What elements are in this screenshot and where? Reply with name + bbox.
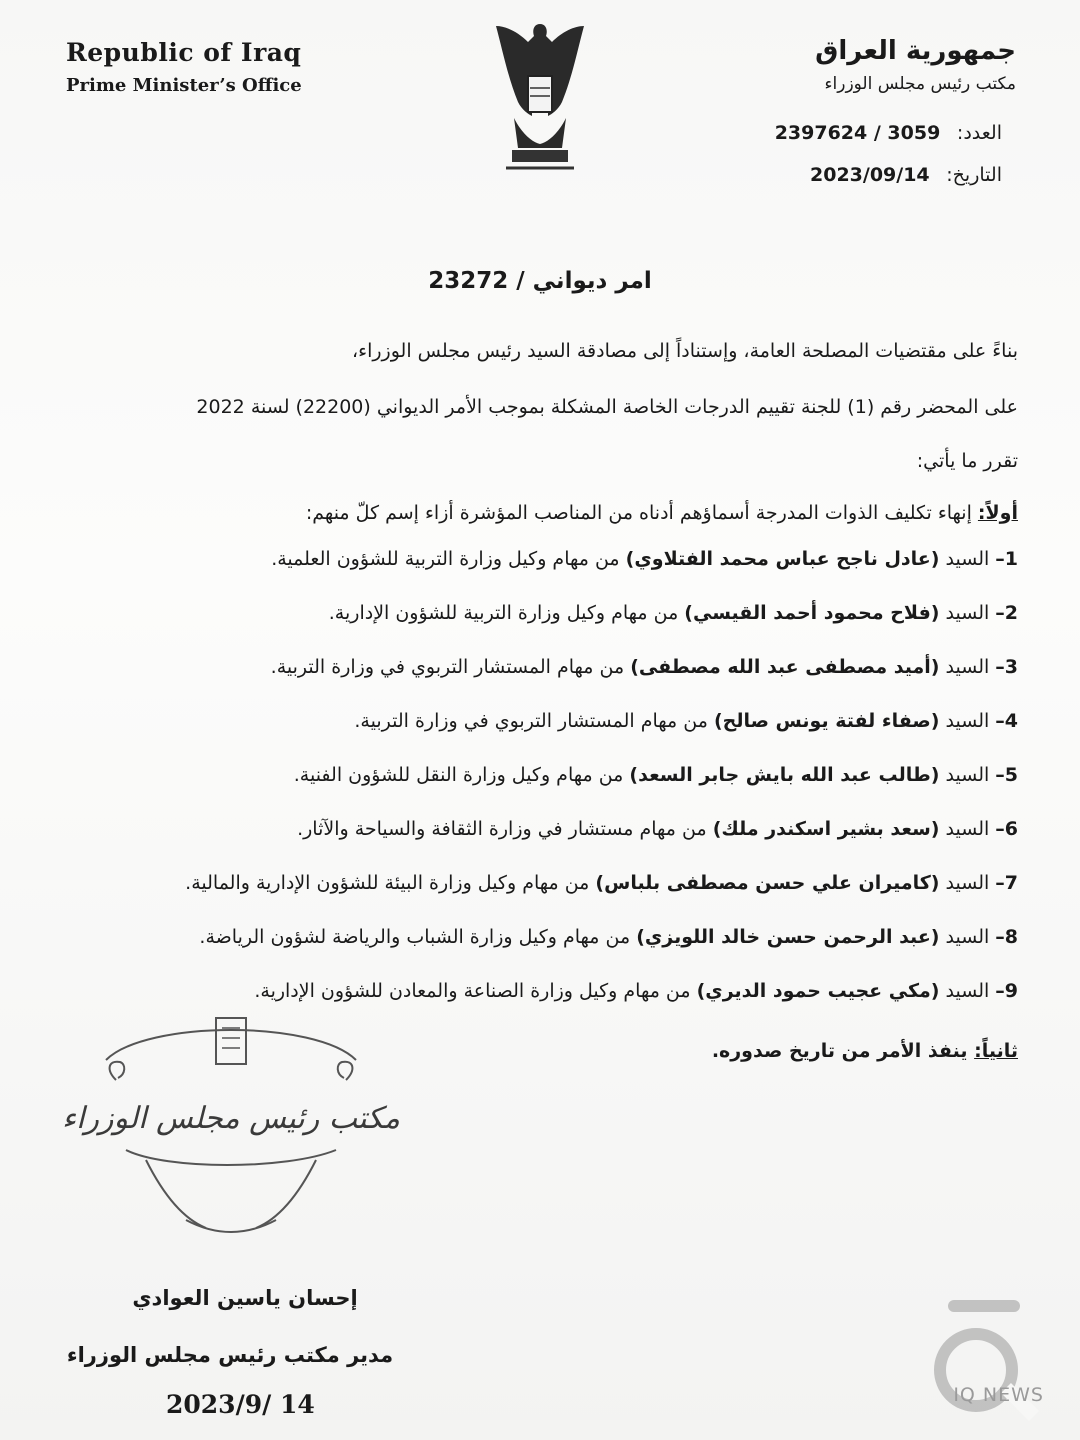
- intro-line-3: تقرر ما يأتي:: [916, 450, 1018, 472]
- list-item: 1–السيد (عادل ناجح عباس محمد الفتلاوي) من مهام وكيل وزارة التربية للشؤون العلمية.: [271, 548, 1018, 570]
- document-number: [775, 122, 1002, 144]
- country-name-en: Republic of Iraq: [66, 38, 302, 67]
- iraq-eagle-emblem-icon: [492, 18, 588, 178]
- stamp-text: مكتب رئيس مجلس الوزراء: [62, 1101, 400, 1136]
- first-clause: [58, 502, 1018, 524]
- second-clause-text: ينفذ الأمر من تاريخ صدوره.: [711, 1040, 968, 1062]
- first-clause-text: إنهاء تكليف الذوات المدرجة أسماؤهم أدناه من المناصب المؤشرة أزاء إسم كلّ منهم:: [305, 502, 972, 524]
- document-date: [810, 164, 1002, 186]
- intro-line-2: على المحضر رقم (1) للجنة تقييم الدرجات الخاصة المشكلة بموجب الأمر الديواني (22200) لسنة 2022: [196, 396, 1018, 418]
- list-item: 5–السيد (طالب عبد الله بايش جابر السعد) من مهام وكيل وزارة النقل للشؤون الفنية.: [293, 764, 1018, 786]
- english-letterhead: [66, 38, 302, 96]
- date-label: التاريخ:: [946, 164, 1002, 186]
- list-item: 2–السيد (فلاح محمود أحمد القيسي) من مهام وكيل وزارة التربية للشؤون الإدارية.: [328, 602, 1018, 624]
- arabic-letterhead: [815, 36, 1016, 94]
- list-item: 8–السيد (عبد الرحمن حسن خالد اللويزي) من مهام وكيل وزارة الشباب والرياضة لشؤون الرياضة.: [199, 926, 1018, 948]
- signatory-name: إحسان ياسين العوادي: [132, 1286, 358, 1310]
- list-item: 3–السيد (أميد مصطفى عبد الله مصطفى) من مهام المستشار التربوي في وزارة التربية.: [270, 656, 1018, 678]
- number-value: 2397624 / 3059: [774, 122, 941, 144]
- list-item: 4–السيد (صفاء لفتة يونس صالح) من مهام المستشار التربوي في وزارة التربية.: [354, 710, 1018, 732]
- list-item: 7–السيد (كاميران علي حسن مصطفى بلباس) من مهام وكيل وزارة البيئة للشؤون الإدارية والمالية.: [185, 872, 1018, 894]
- country-name-ar: جمهورية العراق: [815, 36, 1016, 66]
- dismissal-list: [58, 548, 1018, 1034]
- second-clause-label: ثانياً:: [974, 1040, 1018, 1062]
- watermark-text: IQ NEWS: [953, 1384, 1044, 1406]
- order-title: امر ديواني / 23272: [428, 268, 652, 294]
- signatory-title: مدير مكتب رئيس مجلس الوزراء: [66, 1343, 394, 1367]
- second-clause: [712, 1040, 1018, 1062]
- list-item: 6–السيد (سعد بشير اسكندر ملك) من مهام مستشار في وزارة الثقافة والسياحة والآثار.: [297, 818, 1018, 840]
- number-label: العدد:: [956, 122, 1002, 144]
- office-name-ar: مكتب رئيس مجلس الوزراء: [824, 74, 1016, 94]
- office-name-en: Prime Minister’s Office: [66, 75, 302, 96]
- office-stamp-icon: [62, 1000, 400, 1240]
- date-value: 2023/09/14: [810, 164, 930, 186]
- signature-date: 2023/9/ 14: [166, 1390, 315, 1419]
- first-clause-label: أولاً:: [977, 502, 1018, 524]
- intro-line-1: بناءً على مقتضيات المصلحة العامة، وإستناداً إلى مصادقة السيد رئيس مجلس الوزراء،: [352, 340, 1018, 362]
- list-item: 9–السيد (مكي عجيب حمود الديري) من مهام وكيل وزارة الصناعة والمعادن للشؤون الإدارية.: [254, 980, 1018, 1002]
